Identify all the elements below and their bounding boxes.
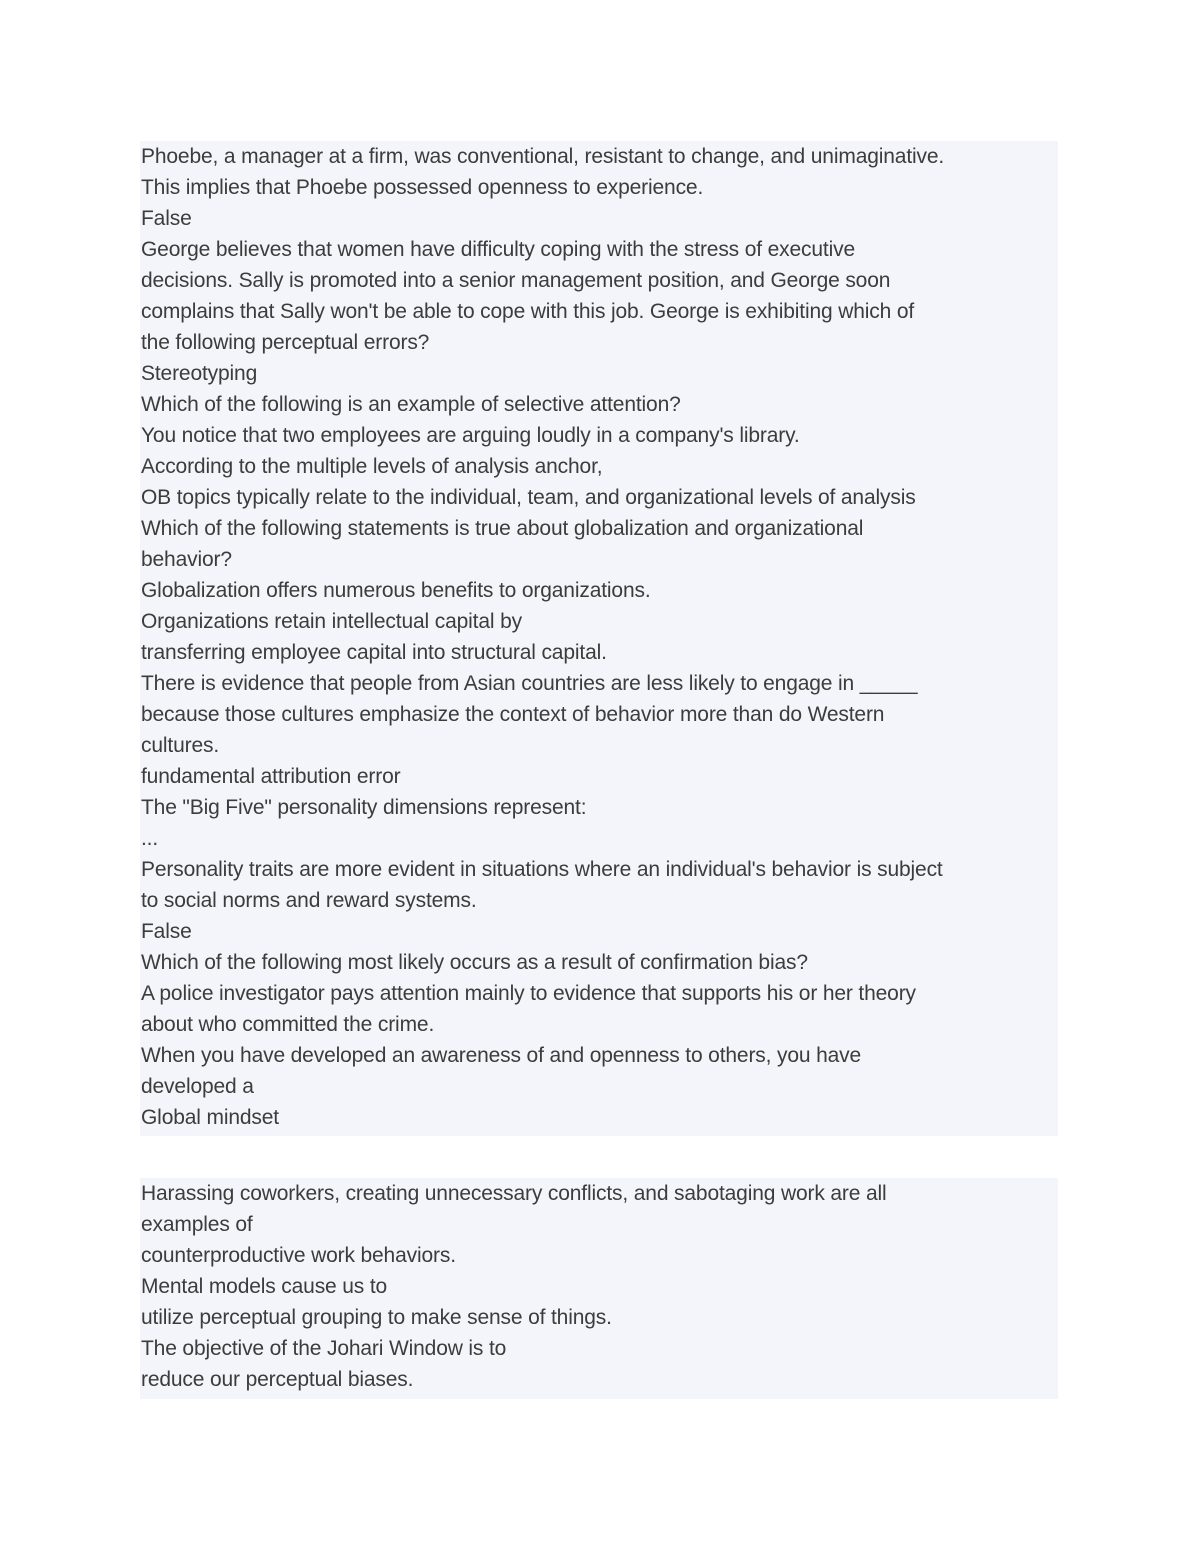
text-line: transferring employee capital into structural capital. <box>141 641 607 664</box>
text-line: OB topics typically relate to the individual, team, and organizational levels of analysis <box>141 486 916 509</box>
text-line: False <box>141 207 192 230</box>
text-line: This implies that Phoebe possessed openness to experience. <box>141 176 704 199</box>
flashcard-block-2 <box>140 1178 1058 1399</box>
text-line: examples of <box>141 1213 253 1236</box>
text-line: utilize perceptual grouping to make sense of things. <box>141 1306 612 1329</box>
text-line: complains that Sally won't be able to cope with this job. George is exhibiting which of <box>141 300 915 323</box>
text-line: The "Big Five" personality dimensions represent: <box>141 796 587 819</box>
text-line: to social norms and reward systems. <box>141 889 477 912</box>
text-line: Mental models cause us to <box>141 1275 388 1298</box>
text-line: decisions. Sally is promoted into a senior management position, and George soon <box>141 269 891 292</box>
text-line: Globalization offers numerous benefits to organizations. <box>141 579 651 602</box>
text-line: You notice that two employees are arguing loudly in a company's library. <box>141 424 800 447</box>
text-line: Which of the following statements is true about globalization and organizational <box>141 517 864 540</box>
text-line: cultures. <box>141 734 220 757</box>
text-line: Which of the following most likely occurs as a result of confirmation bias? <box>141 951 808 974</box>
text-line: about who committed the crime. <box>141 1013 435 1036</box>
text-line: George believes that women have difficulty coping with the stress of executive <box>141 238 855 261</box>
text-line: counterproductive work behaviors. <box>141 1244 456 1267</box>
text-line: Global mindset <box>141 1106 279 1129</box>
text-line: According to the multiple levels of analysis anchor, <box>141 455 603 478</box>
text-line: Stereotyping <box>141 362 258 385</box>
flashcard-block-1 <box>140 141 1058 1136</box>
text-line: ... <box>141 827 159 850</box>
text-line: developed a <box>141 1075 254 1098</box>
text-line: behavior? <box>141 548 232 571</box>
text-line: reduce our perceptual biases. <box>141 1368 414 1391</box>
text-line: because those cultures emphasize the context of behavior more than do Western <box>141 703 885 726</box>
text-line: Harassing coworkers, creating unnecessary conflicts, and sabotaging work are all <box>141 1182 887 1205</box>
text-line: When you have developed an awareness of and openness to others, you have <box>141 1044 862 1067</box>
text-line: Organizations retain intellectual capital by <box>141 610 522 633</box>
text-line: False <box>141 920 192 943</box>
text-line: Phoebe, a manager at a firm, was conventional, resistant to change, and unimaginative. <box>141 145 945 168</box>
text-line: Which of the following is an example of selective attention? <box>141 393 681 416</box>
text-line: There is evidence that people from Asian countries are less likely to engage in _____ <box>141 672 918 695</box>
text-line: fundamental attribution error <box>141 765 401 788</box>
text-line: A police investigator pays attention mainly to evidence that supports his or her theory <box>141 982 916 1005</box>
block-1-lines <box>140 141 1058 1133</box>
text-line: Personality traits are more evident in situations where an individual's behavior is subject <box>141 858 943 881</box>
text-line: the following perceptual errors? <box>141 331 430 354</box>
block-2-lines <box>140 1178 1058 1395</box>
text-line: The objective of the Johari Window is to <box>141 1337 507 1360</box>
